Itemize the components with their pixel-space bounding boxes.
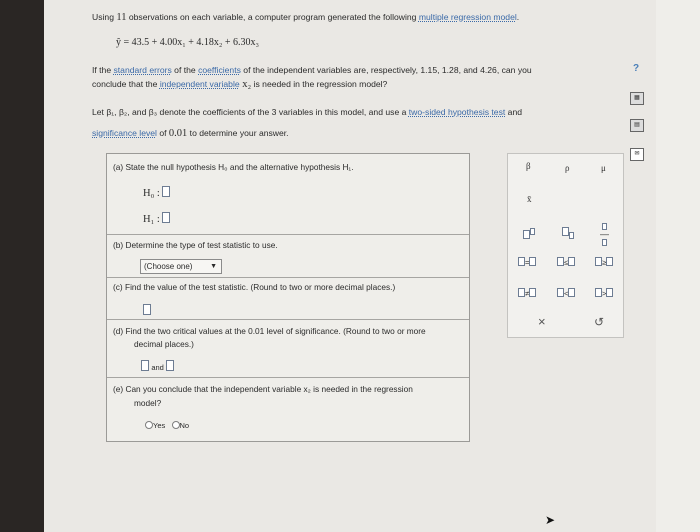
test-statistic-input[interactable] [143,304,151,315]
box-icon [602,239,607,246]
critical-values-row: and [141,360,174,374]
greater-than-button[interactable]: > [595,288,613,298]
beta-button[interactable]: β [526,161,531,171]
h1-input[interactable] [162,212,170,223]
box-icon [557,288,564,297]
help-icon[interactable]: ? [633,63,640,74]
h0-input[interactable] [162,186,170,197]
yes-radio[interactable] [145,421,153,429]
divider [107,319,469,320]
box-icon [606,288,613,297]
mu-button[interactable]: μ [601,163,606,173]
part-d-prompt: (d) Find the two critical values at the 0.01 level of significance. (Round to two or more [113,326,426,336]
question-paragraph: If the standard errors of the coefficients of the independent variables are, respectively, 1.15, 1.28, and 4.26, can you [92,65,532,75]
part-e-prompt: (e) Can you conclude that the independent variable x₂ is needed in the regression [113,384,413,394]
calculator-icon[interactable]: ▦ [630,92,644,105]
clear-button[interactable]: × [538,314,546,329]
divider [107,277,469,278]
critical-value-2-input[interactable] [166,360,174,371]
link-standard-errors[interactable]: standard errors [113,65,172,75]
intro-text: Using 11 observations on each variable, a computer program generated the following multiple regression model. [92,12,520,23]
fraction-button[interactable]: — [600,222,609,246]
divider [107,377,469,378]
box-icon [602,223,607,230]
answer-panel [106,153,470,442]
link-multiple-regression-model[interactable]: multiple regression model [418,12,517,22]
mouse-cursor-icon: ➤ [545,513,556,527]
link-independent-variable[interactable]: independent variable [159,79,240,89]
divider [107,234,469,235]
box-icon [562,227,569,236]
chevron-down-icon: ▼ [210,263,217,270]
part-c-prompt: (c) Find the value of the test statistic. (Round to two or more decimal places.) [113,282,396,292]
yes-no-options: Yes No [145,420,189,432]
h0-row: H₀ : [143,186,170,199]
subscript-button[interactable] [562,227,574,240]
question-paragraph-line2: conclude that the independent variable x₂ is needed in the regression model? [92,79,388,90]
box-icon [569,232,574,239]
box-icon [595,257,602,266]
greater-equal-button[interactable]: ≥ [595,257,613,267]
box-icon [530,228,535,235]
box-icon [518,257,525,266]
link-coefficients[interactable]: coefficients [198,65,241,75]
instructions-paragraph-line2: significance level of 0.01 to determine your answer. [92,128,289,139]
link-significance-level[interactable]: significance level [92,128,157,138]
not-equal-button[interactable]: ≠ [518,288,536,298]
part-e-prompt-line2: model? [134,398,162,408]
part-b-prompt: (b) Determine the type of test statistic to use. [113,240,278,250]
critical-value-1-input[interactable] [141,360,149,371]
regression-equation: ŷ = 43.5 + 4.00x₁ + 4.18x₂ + 6.30x₃ [116,37,260,48]
test-statistic-select[interactable]: (Choose one) ▼ [140,259,222,274]
no-radio[interactable] [172,421,180,429]
less-equal-button[interactable]: ≤ [557,257,575,267]
box-icon [606,257,613,266]
box-icon [557,257,564,266]
box-icon [523,230,530,239]
equals-button[interactable]: = [518,257,536,267]
tool-strip [656,0,700,532]
symbol-palette [507,153,624,338]
xbar-button[interactable]: x̄ [527,194,532,204]
superscript-button[interactable] [523,227,535,240]
box-icon [518,288,525,297]
table-icon[interactable]: ▤ [630,119,644,132]
box-icon [529,257,536,266]
h1-row: H₁ : [143,212,170,225]
box-icon [568,257,575,266]
undo-button[interactable]: ↺ [594,315,605,329]
box-icon [529,288,536,297]
rho-button[interactable]: ρ [565,163,570,173]
box-icon [595,288,602,297]
link-two-sided-test[interactable]: two-sided hypothesis test [408,107,506,117]
part-d-prompt-line2: decimal places.) [134,339,194,349]
mail-icon[interactable]: ✉ [630,148,644,161]
less-than-button[interactable]: < [557,288,575,298]
part-a-prompt: (a) State the null hypothesis H₀ and the alternative hypothesis H₁. [113,162,354,172]
box-icon [568,288,575,297]
instructions-paragraph: Let β₁, β₂, and β₃ denote the coefficients of the 3 variables in this model, and use a two-sided hypothesis test and [92,107,523,117]
